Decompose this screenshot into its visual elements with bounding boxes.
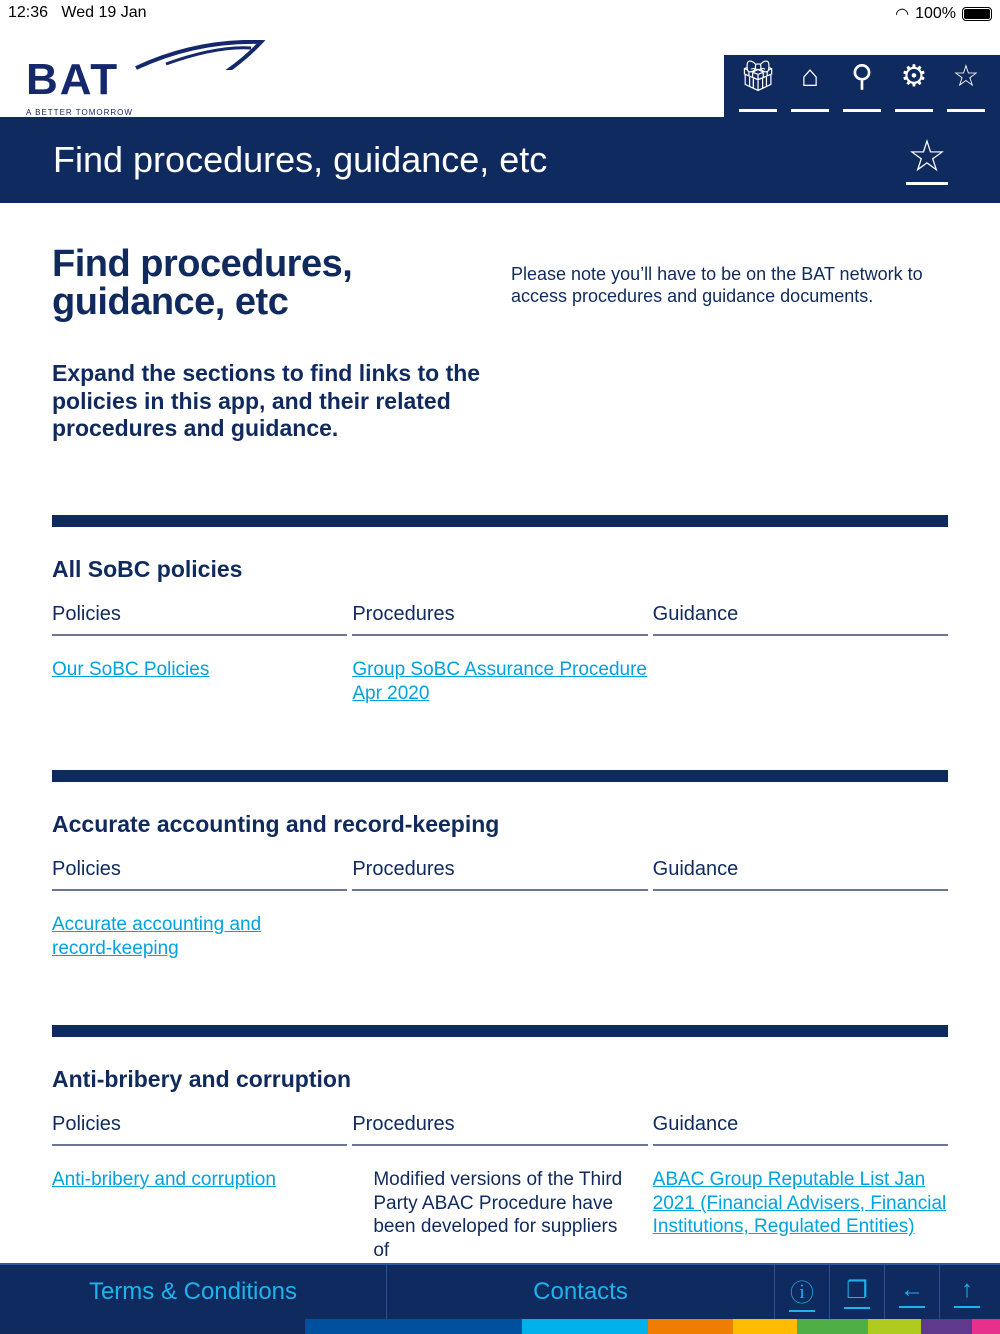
column-header-guidance: Guidance <box>653 1113 948 1146</box>
column-header-procedures: Procedures <box>352 1113 647 1146</box>
section-anti-bribery <box>52 1025 948 1262</box>
link-abac-reputable-list[interactable]: ABAC Group Reputable List Jan 2021 (Financial Advisers, Financial Institutions, Regulated Entities) <box>652 1169 947 1237</box>
logo-tagline: A BETTER TOMORROW <box>26 108 133 117</box>
brand-color-strip <box>0 1319 1000 1334</box>
link-group-sobc-assurance[interactable]: Group SoBC Assurance Procedure Apr 2020 <box>352 659 647 704</box>
logo-swoosh-icon <box>106 40 266 70</box>
page-title: Find procedures, guidance, etc <box>52 243 353 323</box>
network-note: Please note you’ll have to be on the BAT network to access procedures and guidance documents. <box>511 264 923 306</box>
column-header-procedures: Procedures <box>352 603 647 636</box>
section-accounting <box>52 770 948 960</box>
intro-text: Expand the sections to find links to the policies in this app, and their related procedures and guidance. <box>52 360 481 441</box>
link-anti-bribery[interactable]: Anti-bribery and corruption <box>52 1169 276 1190</box>
column-header-policies: Policies <box>52 1113 347 1146</box>
logo-text: BAT <box>26 55 120 104</box>
documents-icon[interactable]: ❐ <box>829 1265 884 1319</box>
back-arrow-icon[interactable]: ← <box>884 1265 939 1319</box>
section-all-sobc <box>52 515 948 705</box>
terms-conditions-link[interactable]: Terms & Conditions <box>0 1265 387 1319</box>
column-header-policies: Policies <box>52 858 347 891</box>
battery-percent: 100% <box>915 5 956 22</box>
scroll-top-icon[interactable]: ↑ <box>939 1265 994 1319</box>
status-bar <box>0 0 1000 28</box>
favourite-star-icon[interactable]: ☆ <box>906 131 948 185</box>
column-header-procedures: Procedures <box>352 858 647 891</box>
status-time: 12:36 <box>8 4 49 21</box>
procedures-note: Modified versions of the Third Party ABAC Procedure have been developed for suppliers of <box>373 1169 623 1261</box>
section-title[interactable]: Anti-bribery and corruption <box>52 1066 351 1092</box>
star-icon[interactable]: ☆ <box>946 62 986 112</box>
toolbar <box>724 55 1000 119</box>
section-title[interactable]: All SoBC policies <box>52 556 243 582</box>
section-divider <box>52 770 948 782</box>
link-accurate-accounting[interactable]: Accurate accounting and record-keeping <box>52 914 262 959</box>
battery-icon <box>962 7 992 21</box>
page-banner <box>0 117 1000 203</box>
section-divider <box>52 515 948 527</box>
gift-icon[interactable]: 🎁︎ <box>738 62 778 112</box>
status-date: Wed 19 Jan <box>61 4 147 21</box>
gear-icon[interactable]: ⚙ <box>894 62 934 112</box>
column-header-guidance: Guidance <box>653 858 948 891</box>
column-header-guidance: Guidance <box>653 603 948 636</box>
home-icon[interactable]: ⌂ <box>790 62 830 112</box>
footer-bar <box>0 1263 1000 1319</box>
bat-logo[interactable] <box>26 42 133 117</box>
contacts-link[interactable]: Contacts <box>533 1278 628 1305</box>
column-header-policies: Policies <box>52 603 347 636</box>
banner-title: Find procedures, guidance, etc <box>53 139 548 180</box>
section-divider <box>52 1025 948 1037</box>
section-title[interactable]: Accurate accounting and record-keeping <box>52 811 500 837</box>
search-icon[interactable]: ⚲ <box>842 62 882 112</box>
link-our-sobc-policies[interactable]: Our SoBC Policies <box>52 659 210 680</box>
wifi-icon: ◠ <box>895 6 910 23</box>
help-icon[interactable]: ⓘ <box>774 1265 829 1319</box>
